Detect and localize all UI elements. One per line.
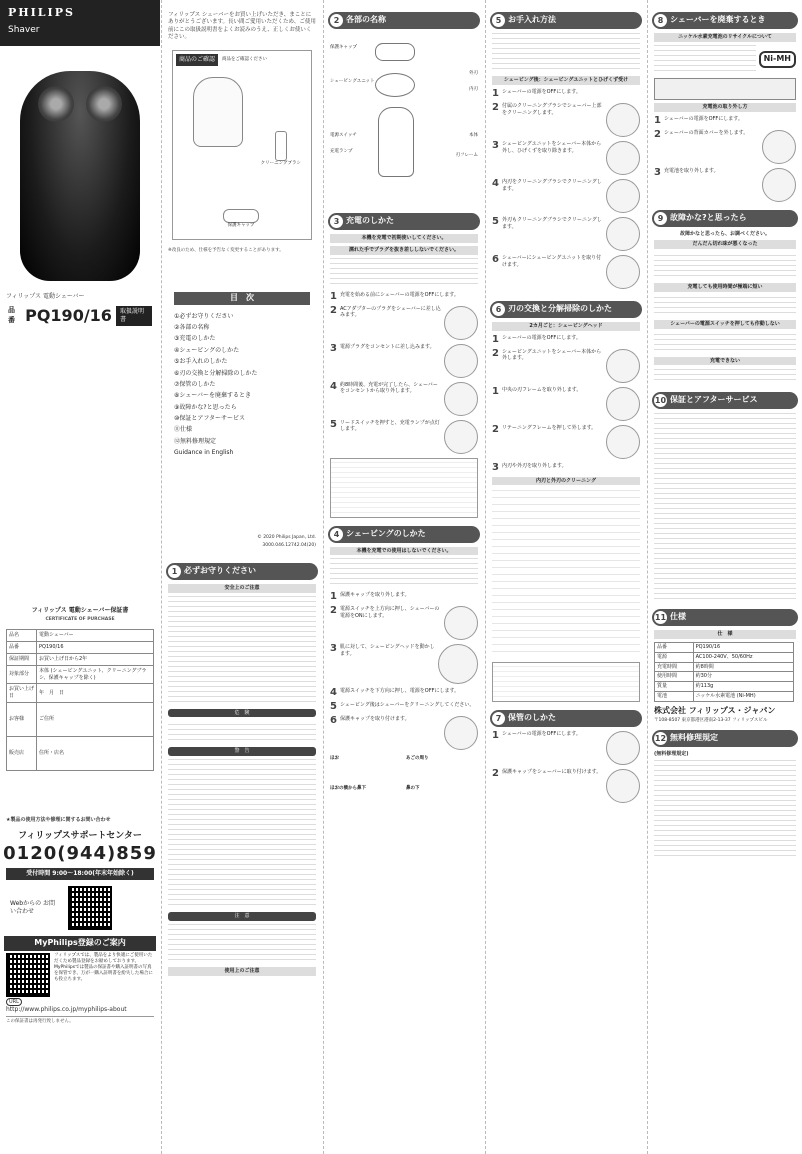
storage-illustration	[606, 769, 640, 803]
disposal-bar-2: 充電池の取り外し方	[654, 103, 796, 112]
section-4-header	[328, 526, 480, 543]
support-notice: ★製品の使用方法や修理に関するお問い合わせ	[6, 816, 111, 823]
contents-note: 商品をご確認ください	[222, 56, 268, 62]
section-12-header	[652, 730, 798, 747]
toc-item[interactable]: ①必ずお守りください	[174, 312, 234, 320]
care-text-block	[492, 33, 640, 73]
part-label: 電源スイッチ	[330, 133, 357, 138]
charge-step: 5 リードスイッチを押すと、充電ランプが点灯します。	[330, 420, 478, 454]
charge-illustration	[444, 420, 478, 454]
contents-title: 商品のご確認	[176, 54, 218, 66]
disposal-illustration	[762, 130, 796, 164]
toc-item[interactable]: ⑫無料修理規定	[174, 437, 217, 445]
shaving-bar: 本機を充電での使用はしないでください。	[330, 547, 478, 556]
part-label: シェービングユニット	[330, 79, 375, 84]
care-illustration	[606, 103, 640, 137]
safety-bar: 安全上のご注意	[168, 584, 316, 593]
spec-row: 電池 ニッケル水素電池 (Ni-MH)	[655, 691, 794, 701]
section-9-title: 故障かな?と思ったら	[670, 212, 747, 222]
section-10-number: 10	[654, 396, 667, 406]
shaving-step: 4 電源スイッチを下方向に押し、電源をOFFにします。	[330, 687, 460, 699]
care-step: 3 シェービングユニットをシェーバー本体から外し、ひげくずを取り除きます。	[492, 141, 640, 175]
body-diagram	[378, 107, 414, 177]
section-6-header	[490, 301, 642, 318]
tip-label: ほお	[330, 756, 339, 762]
section-11-header	[652, 609, 798, 626]
part-label: 本体	[469, 133, 478, 138]
brush-item	[261, 131, 301, 167]
myphilips-url[interactable]: http://www.philips.co.jp/myphilips-about	[6, 1005, 127, 1013]
care-illustration	[606, 217, 640, 251]
care-bar: シェービング後：シェービングユニットとひげくず受け	[492, 76, 640, 85]
sections-8-12-column	[648, 0, 802, 1154]
blade-step: 3 内刃や外刃を取り外します。	[492, 461, 567, 473]
charge-bar-2: 濡れた手でプラグを抜き差ししないでください。	[330, 246, 478, 255]
parts-diagram	[330, 33, 478, 183]
warning-text-block	[168, 759, 316, 909]
warranty-subtitle: CERTIFICATE OF PURCHASE	[45, 616, 115, 622]
care-step: 4 内刃をクリーニングブラシでクリーニングします。	[492, 179, 640, 213]
model-number: PQ190/16	[25, 306, 112, 326]
qr-code-icon[interactable]	[68, 886, 112, 930]
toc-item[interactable]: ⑨故障かな?と思ったら	[174, 403, 237, 411]
warranty-row: 品名 電動シェーバー	[7, 629, 154, 641]
company-address: 〒108-8507 東京都港区港南2-13-37 フィリップスビル	[654, 718, 768, 724]
spec-row: 品番 PQ190/16	[655, 643, 794, 653]
trouble-item: だんだん切れ味が悪くなった	[654, 240, 796, 249]
copyright: © 2020 Philips Japan, Ltd.	[257, 534, 316, 540]
part-label: 刃フレーム	[455, 153, 478, 158]
section-4-title: シェービングのしかた	[346, 528, 426, 538]
section-3-title: 充電のしかた	[346, 216, 394, 226]
spec-title: 仕 様	[654, 630, 796, 639]
cap-item	[223, 209, 259, 229]
section-1-header	[166, 563, 318, 580]
company-name: 株式会社 フィリップス・ジャパン	[654, 705, 776, 715]
blade-bar: 2カ月ごと：シェービングヘッド	[492, 322, 640, 331]
cap-icon	[223, 209, 259, 223]
section-11-title: 仕様	[670, 612, 686, 622]
toc-item[interactable]: ⑥刃の交換と分解掃除のしかた	[174, 369, 258, 377]
trouble-text	[654, 252, 796, 280]
warranty-footer: この保証書は再発行致しません。	[6, 1016, 154, 1025]
charge-bar-1: 本機を充電で初期使いしてください。	[330, 234, 478, 243]
repair-subtitle: (無料修理規定)	[654, 751, 689, 758]
trouble-text	[654, 295, 796, 317]
warranty-form	[6, 629, 154, 771]
charge-text-block	[330, 258, 478, 288]
spec-change-note: ※改良のため、仕様を予告なく変更することがあります。	[168, 247, 284, 253]
sections-2-4-column	[324, 0, 484, 1154]
section-3-number: 3	[330, 215, 343, 228]
shaving-step: 3 肌に対して、シェービングヘッドを動かします。	[330, 644, 478, 684]
caution-text-block	[168, 924, 316, 964]
blade-step: 2 リテーニングフレームを押して外します。	[492, 425, 640, 459]
blade-step: 1 シェーバーの電源をOFFにします。	[492, 333, 581, 345]
section-8-number: 8	[654, 14, 667, 27]
warning-label: 警 告	[168, 747, 316, 756]
shaving-step: 6 保護キャップを取り付けます。	[330, 716, 478, 750]
part-label: 内刃	[469, 87, 478, 92]
support-phone[interactable]: 0120(944)859	[3, 842, 157, 864]
toc-item[interactable]: ⑪仕様	[174, 426, 193, 434]
section-5-title: お手入れ方法	[508, 15, 556, 25]
care-illustration	[606, 141, 640, 175]
blade-illustration	[606, 349, 640, 383]
spec-table	[654, 642, 794, 702]
section-1-title: 必ずお守りください	[184, 565, 256, 575]
warranty-row: 販売店 住所・店名	[7, 736, 154, 770]
disposal-illustration	[762, 168, 796, 202]
section-8-header	[652, 12, 798, 29]
section-7-header	[490, 710, 642, 727]
section-10-title: 保証とアフターサービス	[670, 395, 758, 405]
use-notes-bar: 使用上のご注意	[168, 967, 316, 976]
care-step: 1 シェーバーの電源をOFFにします。	[492, 87, 581, 99]
manual-badge: 取扱説明書	[116, 306, 152, 326]
care-illustration	[606, 179, 640, 213]
product-name-jp: フィリップス 電動シェーバー	[6, 293, 85, 300]
cover-column	[0, 0, 160, 1154]
trouble-item: 充電できない	[654, 357, 796, 366]
section-2-header	[328, 12, 480, 29]
toc-item[interactable]: ⑦保管のしかた	[174, 380, 216, 388]
caution-label: 注 意	[168, 912, 316, 921]
section-2-title: 各部の名称	[346, 15, 386, 25]
model-line	[8, 305, 152, 327]
model-label: 品番	[8, 306, 15, 324]
support-hours: 受付時間 9:00〜18:00(年末年始除く)	[6, 868, 154, 880]
tip-label: あごの周り	[406, 756, 429, 762]
storage-illustration	[606, 731, 640, 765]
warranty-title: フィリップス 電動シェーバー保証書	[31, 606, 129, 614]
toc-item[interactable]: ④シェービングのしかた	[174, 346, 240, 354]
part-label: 充電ランプ	[330, 149, 353, 154]
disposal-step: 1 シェーバーの電源をOFFにします。	[654, 114, 743, 126]
storage-step: 1 シェーバーの電源をOFFにします。	[492, 731, 640, 765]
charge-illustration	[444, 382, 478, 416]
spec-row: 質量 約113g	[655, 682, 794, 692]
charge-warning-box	[330, 458, 478, 518]
shaving-step: 1 保護キャップを取り外します。	[330, 591, 410, 603]
blade-sub-bar: 内刃と外刃のクリーニング	[492, 477, 640, 486]
blade-detail-block	[492, 488, 640, 658]
trouble-item: シェーバーの電源スイッチを押しても作動しない	[654, 320, 796, 329]
shaving-step: 5 シェービング後はシェーバーをクリーニングしてください。	[330, 701, 475, 713]
shaver-photo	[20, 71, 140, 281]
care-step: 2 付属のクリーニングブラシでシェーバー上部をクリーニングします。	[492, 103, 640, 137]
disposal-bar-1: ニッケル水素充電池のリサイクルについて	[654, 33, 796, 42]
url-label: URL	[6, 998, 22, 1006]
disposal-step: 2 シェーバーの背面カバーを外します。	[654, 130, 796, 164]
toc-item[interactable]: ⑧シェーバーを廃棄するとき	[174, 392, 251, 400]
brush-icon	[275, 131, 287, 161]
web-contact-label: Webからの お問い合わせ	[10, 900, 55, 916]
shaving-head-right	[86, 86, 122, 122]
toc-item[interactable]: ⑩保証とアフターサービス	[174, 415, 245, 423]
brand-header	[0, 0, 160, 46]
section-9-number: 9	[654, 212, 667, 225]
warranty-row: 品番 PQ190/16	[7, 641, 154, 653]
sections-5-7-column	[486, 0, 646, 1154]
care-illustration	[606, 255, 640, 289]
brush-label: クリーニングブラシ	[260, 160, 301, 166]
section-3-header	[328, 213, 480, 230]
part-label: 保護キャップ	[330, 45, 357, 50]
trouble-item: 充電しても使用時間が極端に短い	[654, 283, 796, 292]
charge-step: 4 約8時間後、充電が完了したら、シェーバーをコンセントから取り外します。	[330, 382, 478, 416]
trouble-text	[654, 332, 796, 354]
myphilips-block	[6, 953, 154, 997]
charge-illustration	[444, 306, 478, 340]
table-of-contents	[174, 311, 310, 459]
toc-item[interactable]: ⑤お手入れのしかた	[174, 358, 228, 366]
danger-label: 危 険	[168, 709, 316, 718]
shaving-tips	[330, 756, 478, 792]
section-10-header	[652, 392, 798, 409]
warranty-row: 保証期間 お買い上げ日から2年	[7, 653, 154, 665]
section-2-number: 2	[330, 14, 343, 27]
safety-text-block	[168, 596, 316, 706]
recycle-row	[654, 45, 796, 75]
part-label: 外刃	[469, 71, 478, 76]
product-category: Shaver	[8, 24, 40, 35]
section-5-number: 5	[492, 14, 505, 27]
storage-step: 2 保護キャップをシェーバーに取り付けます。	[492, 769, 640, 803]
myphilips-qr-icon[interactable]	[6, 953, 50, 997]
section-7-number: 7	[492, 712, 505, 725]
web-contact	[10, 886, 150, 930]
brand-name: PHILIPS	[8, 6, 75, 19]
warranty-row: お買い上げ日 年 月 日	[7, 684, 154, 703]
trouble-text	[654, 368, 796, 384]
care-step: 6 シェーバーにシェービングユニットを取り付けます。	[492, 255, 640, 289]
replace-box	[492, 662, 640, 702]
blade-illustration	[606, 387, 640, 421]
shaving-step: 2 電源スイッチを上方向に押し、シェーバーの電源をONにします。	[330, 606, 478, 640]
care-step: 5 外刃もクリーニングブラシでクリーニングします。	[492, 217, 640, 251]
charge-illustration	[444, 344, 478, 378]
myphilips-url-row	[6, 999, 154, 1014]
section-6-title: 刃の交換と分解掃除のしかた	[508, 303, 612, 313]
spec-row: 充電時間 約8時間	[655, 662, 794, 672]
section-8-title: シェーバーを廃棄するとき	[670, 15, 766, 25]
warranty-row: 対象部分 本体 (シェービングユニット、クリーニングブラシ、保護キャップを除く)	[7, 665, 154, 684]
cap-diagram	[375, 43, 415, 61]
myphilips-title: MyPhilips登録のご案内	[4, 936, 156, 951]
shaving-head-left	[38, 86, 74, 122]
section-4-number: 4	[330, 528, 343, 541]
danger-text-block	[168, 720, 316, 744]
section-5-header	[490, 12, 642, 29]
service-text-block	[654, 413, 796, 603]
tip-label: ほおの横から鼻下	[330, 786, 366, 792]
charge-step: 2 ACアダプターのプラグをシェーバーに差し込みます。	[330, 306, 478, 340]
shaver-outline	[193, 77, 243, 147]
support-title: フィリップスサポートセンター	[18, 830, 142, 841]
section-12-number: 12	[654, 734, 667, 744]
section-6-number: 6	[492, 303, 505, 316]
unit-diagram	[375, 73, 415, 97]
blade-step: 1 中央の刃フレームを取り外します。	[492, 387, 640, 421]
repair-text-block	[654, 760, 796, 860]
spec-row: 電源 AC100-240V、50/60Hz	[655, 652, 794, 662]
trouble-intro: 故障かなと思ったら、お調べください。	[679, 230, 770, 237]
nimh-recycle-icon: Ni-MH	[759, 51, 796, 68]
disposal-step: 3 充電池を取り外します。	[654, 168, 796, 202]
section-11-number: 11	[654, 613, 667, 623]
toc-item[interactable]: Guidance in English	[174, 449, 234, 457]
recycle-text-block	[654, 45, 756, 75]
shaving-illustration	[444, 716, 478, 750]
toc-title: 目 次	[174, 292, 310, 305]
warranty-row: お客様 ご住所	[7, 702, 154, 736]
spec-row: 使用時間 約30分	[655, 672, 794, 682]
blade-illustration	[606, 425, 640, 459]
blade-step: 2 シェービングユニットをシェーバー本体から外します。	[492, 349, 640, 383]
section-1-number: 1	[168, 565, 181, 578]
contents-box	[172, 50, 312, 240]
shaving-illustration	[444, 606, 478, 640]
shaving-text-block	[330, 558, 478, 588]
section-9-header	[652, 210, 798, 227]
intro-column	[162, 0, 322, 1154]
disposal-warning	[654, 78, 796, 100]
charge-step: 1 充電を始める前にシェーバーの電源をOFFにします。	[330, 290, 459, 302]
toc-item[interactable]: ③充電のしかた	[174, 335, 216, 343]
section-7-title: 保管のしかた	[508, 713, 556, 723]
charge-step: 3 電源プラグをコンセントに差し込みます。	[330, 344, 478, 378]
cap-label: 保護キャップ	[227, 222, 255, 228]
myphilips-text: フィリップスでは、製品をより快適にご使用いただくため製品登録をお勧めしております。MyPhilipsでは製品の保証書や購入証明書の写真を保管でき、万が一購入証明書を紛失した場合にも役立ちます。	[54, 952, 153, 983]
toc-item[interactable]: ②各部の名称	[174, 323, 210, 331]
doc-id: 3000.046.12742.04(20)	[262, 542, 316, 548]
shaving-illustration	[438, 644, 478, 684]
tip-label: 鼻の下	[406, 786, 420, 792]
section-12-title: 無料修理規定	[670, 733, 718, 743]
intro-text: フィリップス シェーバーをお買い上げいただき、まことにありがとうございます。長い間ご愛用いただくため、ご使用前にこの取扱説明書をよくお読みのうえ、正しくお使いください。	[168, 12, 316, 41]
